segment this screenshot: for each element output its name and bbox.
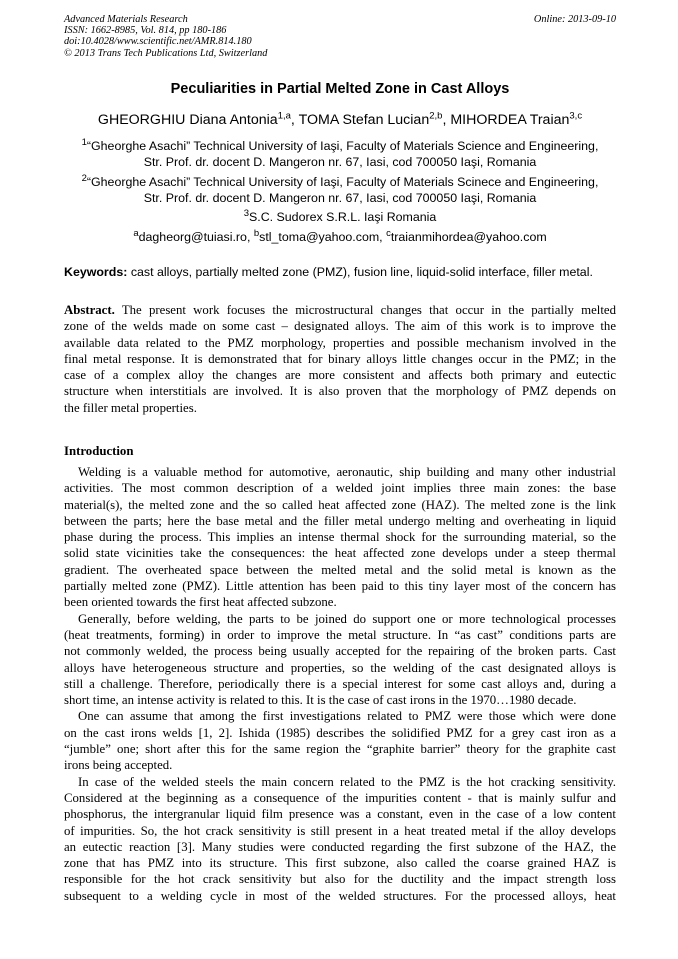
journal-header [64,14,616,59]
paragraph-line: One can assume that among the first investigations related to PMZ were those which were done [78,709,616,724]
paragraph-line: gradient. The overheated space between the melted metal and the solid metal is known as the [64,562,616,577]
paragraph-line: Welding is a valuable method for automotive, aeronautic, ship building and many other industrial [78,465,616,479]
paragraph-line: phosphorus, the intergranular liquid film presence was a constant, even in the case of a low content [64,807,616,822]
paragraph-line: activities. The most common description of a welded joint implies three main zones: the base [64,481,616,496]
online-date: Online: 2013-09-10 [533,14,616,25]
issn-line: ISSN: 1662-8985, Vol. 814, pp 180-186 [64,25,227,37]
affiliation-2 [64,174,616,206]
author-list: GHEORGHIU Diana Antonia$^{1,a}$, TOMA Stefan Lucian$^{2,b}$, MIHORDEA Traian$^{3,c}$ [97,110,583,128]
paragraph-line: solid state vicinities take the consequences: the heat affected zone develops under a steep thermal [64,546,616,561]
paragraph-line: of impurities. So, the hot crack sensitivity is still present in a heat treated metal if the alloy develops [64,823,616,838]
affiliation-superscript: 3 [243,207,249,219]
introduction-body [64,464,616,904]
affiliation-line: $^3$S.C. Sudorex S.R.L. Iaşi Romania [243,207,437,224]
keywords-label: Keywords: [64,265,128,279]
abstract-line: case of a complex alloy the changes are more consistent and affects both primary and eutectic [64,368,616,383]
paragraph-line: between the parts; here the base metal and the filler metal undergo melting and overheating in liquid [64,513,616,528]
paragraph-line: zone that has PMZ into its structure. This first subzone, also called the coarse grained HAZ is [64,856,616,871]
abstract-line: the filler metal properties. [64,400,197,415]
paragraph-line: phase during the process. This implies an intense thermal shock for the surrounding material, so the [64,530,616,545]
paragraph-line: irons being accepted. [64,758,173,773]
email-superscript: c [386,227,391,239]
abstract-line: Abstract. The present work focuses the microstructural changes that occur in the partially melted [64,303,616,317]
paragraph-line: Generally, before welding, the parts to be joined do support one or more technological processes [78,611,616,626]
journal-name: Advanced Materials Research [64,14,188,25]
paragraph-line: Considered at the beginning as a consequence of the impurities content - that is mainly sulfur and [64,790,616,805]
keywords-line [64,265,624,279]
paragraph-line: been oriented towards the first heat affected subzone. [64,595,337,610]
author-name: MIHORDEA Traian [450,112,570,128]
paragraph-line: partially melted zone (PMZ). Little attention has been paid to this tiny layer most of the concern has [64,579,616,594]
paragraph-line: subsequent to a welding cycle in most of the welded structures. For the processed alloys, heat [64,888,616,903]
introduction-heading: Introduction [64,444,134,458]
abstract [64,302,616,416]
author-superscript: 3,c [569,110,583,122]
email-address: dagheorg@tuiasi.ro [138,230,247,244]
affiliation-superscript: 2 [81,172,87,184]
abstract-line: structure when interstitials are involved. It is also proven that the morphology of PMZ depends on [64,384,616,399]
paragraph-line: responsible for the hot crack sensitivity but also for the ductility and the impact strength loss [64,872,616,887]
email-address: stl_toma@yahoo.com [259,230,380,244]
abstract-line: zone of the welds made on some cast – designated alloys. The aim of this work is to improve the [64,319,616,334]
affiliation-line: Str. Prof. dr. docent D. Mangeron nr. 67, Iasi, cod 700050 Iaşi, Romania [143,191,537,206]
abstract-line: available data related to the PMZ morphology, properties and possible mechanism involved in the [64,335,616,350]
paragraph-line: In case of the welded steels the main concern related to the PMZ is the hot cracking sensitivity. [78,774,616,789]
paragraph-line: short time, an intense activity is related to this. It is the case of cast irons in the 1970…1980 decade. [64,693,577,708]
doi-line: doi:10.4028/www.scientific.net/AMR.814.180 [64,36,252,48]
affiliation-3 [64,209,616,225]
paragraph-line: material(s), the melted zone and the so called heat affected zone (HAZ). The melted zone is the link [64,497,616,512]
email-superscript: b [253,227,260,239]
author-superscript: 2,b [429,110,443,122]
paragraph-line: still a challenge. Therefore, periodically there is a special interest for some cast alloys and, during a [64,676,616,691]
affiliation-1 [64,138,616,170]
copyright-line: © 2013 Trans Tech Publications Ltd, Switzerland [64,47,268,59]
abstract-label: Abstract. [64,303,115,317]
author-emails: $^a$dagheorg@tuiasi.ro, $^b$stl_toma@yahoo.com, $^c$traianmihordea@yahoo.com [133,227,547,244]
email-superscript: a [133,227,139,239]
paragraph-line: an eutectic reaction [3]. Many studies were conducted regarding the first subzone of the HAZ, the [64,839,616,854]
paragraph-line: “jumble” one; short after this for the same region the “graphite barrier” theory for the graphite cast [64,742,616,757]
author-name: GHEORGHIU Diana Antonia [97,112,278,128]
abstract-line: final metal response. It is demonstrated that for binary alloys little changes occur in the PMZ; in the [64,351,616,366]
paragraph-line: on the cast irons welds [1, 2]. Ishida (1985) describes the solidified PMZ for a grey cast iron as a [64,725,616,740]
author-superscript: 1,a [277,110,291,122]
affiliation-superscript: 1 [81,136,87,148]
keywords-text: cast alloys, partially melted zone (PMZ), fusion line, liquid-solid interface, filler metal. [130,265,593,279]
paragraph-line: alloys have heterogeneous structure and properties, so the welding of the cast designated alloys is [64,660,616,675]
author-name: TOMA Stefan Lucian [298,112,430,128]
email-address: traianmihordea@yahoo.com [390,230,547,244]
affiliation-line: $^2$“Gheorghe Asachi” Technical University of Iaşi, Faculty of Materials Scinece and Engineering, [81,172,599,189]
paper-title: Peculiarities in Partial Melted Zone in Cast Alloys [170,81,510,97]
paragraph-line: (heat treatments, forming) in order to improve the metal structure. In “as cast” conditions parts are [64,627,616,642]
affiliation-line: $^1$“Gheorghe Asachi” Technical University of Iaşi, Faculty of Materials Science and Engineering, [81,136,599,153]
paragraph-line: not commonly welded, the process being usually accepted for the repairing of the broken parts. Cast [64,644,616,659]
affiliation-line: Str. Prof. dr. docent D. Mangeron nr. 67, Iasi, cod 700050 Iaşi, Romania [143,155,537,170]
